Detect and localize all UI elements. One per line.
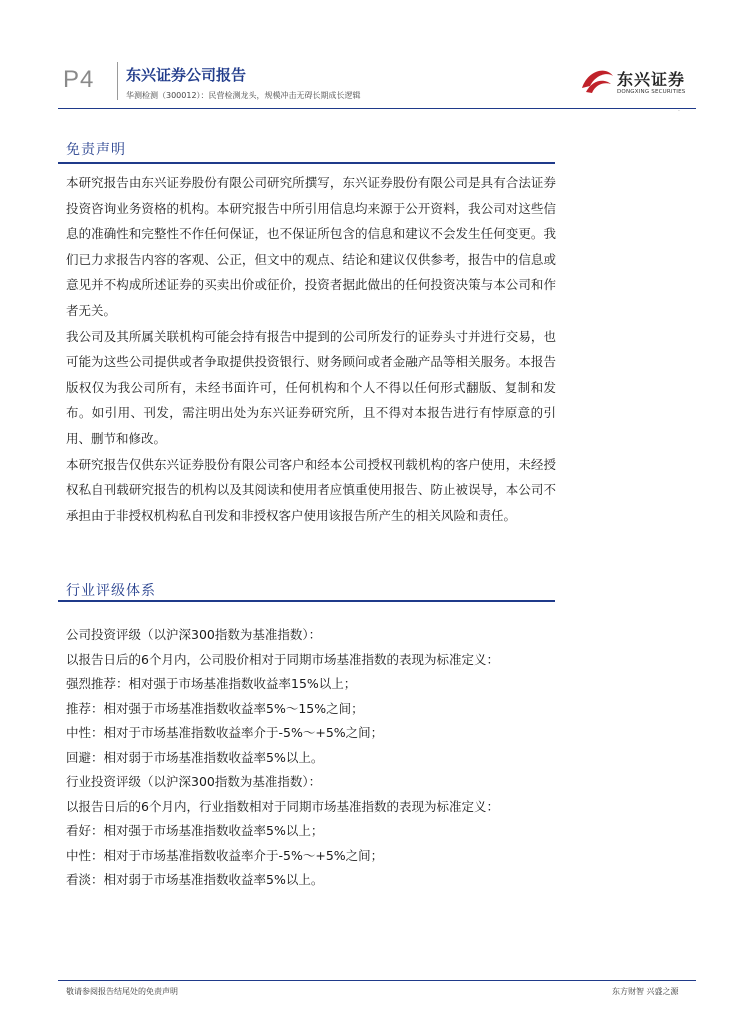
disclaimer-paragraph: 本研究报告由东兴证券股份有限公司研究所撰写，东兴证券股份有限公司是具有合法证券投资咨询业务资格的机构。本研究报告中所引用信息均来源于公开资料，我公司对这些信息的准确性和完整性不作任何保证，也不保证所包含的信息和建议不会发生任何变更。我们已力求报告内容的客观、公正，但文中的观点、结论和建议仅供参考，报告中的信息或意见并不构成所述证券的买卖出价或征价，投资者据此做出的任何投资决策与本公司和作者无关。	[66, 175, 556, 318]
disclaimer-title: 免责声明	[66, 142, 126, 158]
header-separator	[117, 62, 118, 100]
rating-list	[66, 623, 566, 893]
rating-line: 强烈推荐：相对强于市场基准指数收益率15%以上；	[66, 676, 357, 691]
disclaimer-rule	[58, 162, 555, 164]
logo-name-cn: 东兴证券	[617, 70, 686, 89]
rating-line: 公司投资评级（以沪深300指数为基准指数）：	[66, 627, 322, 642]
rating-line: 行业投资评级（以沪深300指数为基准指数）：	[66, 774, 322, 789]
rating-line: 看淡：相对弱于市场基准指数收益率5%以上。	[66, 872, 324, 887]
report-subtitle: 华测检测（300012）：民营检测龙头，规模冲击无碍长期成长逻辑	[126, 91, 361, 100]
rating-line: 以报告日后的6个月内，行业指数相对于同期市场基准指数的表现为标准定义：	[66, 798, 499, 814]
rating-line: 中性：相对于市场基准指数收益率介于-5%～+5%之间；	[66, 725, 384, 740]
rating-line: 推荐：相对强于市场基准指数收益率5%～15%之间；	[66, 700, 364, 716]
rating-line: 看好：相对强于市场基准指数收益率5%以上；	[66, 823, 324, 838]
rating-system-title: 行业评级体系	[66, 583, 156, 599]
report-series-title: 东兴证券公司报告	[126, 66, 247, 84]
rating-line: 以报告日后的6个月内，公司股价相对于同期市场基准指数的表现为标准定义：	[66, 651, 499, 667]
disclaimer-body	[66, 170, 556, 528]
footer-rule	[58, 980, 696, 981]
page-number: P4	[63, 66, 95, 93]
logo-name-en: DONGXING SECURITIES	[617, 89, 686, 95]
footer-disclaimer-note: 敬请参阅报告结尾处的免责声明	[66, 987, 178, 996]
rating-line: 中性：相对于市场基准指数收益率介于-5%～+5%之间；	[66, 847, 384, 863]
header-rule	[58, 108, 696, 109]
rating-system-rule	[58, 600, 555, 602]
header-dot: ·	[678, 108, 680, 115]
disclaimer-paragraph: 本研究报告仅供东兴证券股份有限公司客户和经本公司授权刊载机构的客户使用，未经授权私自刊载研究报告的机构以及其阅读和使用者应慎重使用报告、防止被误导，本公司不承担由于非授权机构私自刊发和非授权客户使用该报告所产生的相关风险和责任。	[66, 456, 556, 523]
disclaimer-paragraph: 我公司及其所属关联机构可能会持有报告中提到的公司所发行的证券头寸并进行交易，也可能为这些公司提供或者争取提供投资银行、财务顾问或者金融产品等相关服务。本报告版权仅为我公司所有，未经书面许可，任何机构和个人不得以任何形式翻版、复制和发布。如引用、刊发，需注明出处为东兴证券研究所，且不得对本报告进行有悖原意的引用、删节和修改。	[66, 328, 556, 446]
footer-slogan: 东方财智 兴盛之源	[612, 987, 679, 996]
rating-line: 回避：相对弱于市场基准指数收益率5%以上。	[66, 749, 324, 765]
